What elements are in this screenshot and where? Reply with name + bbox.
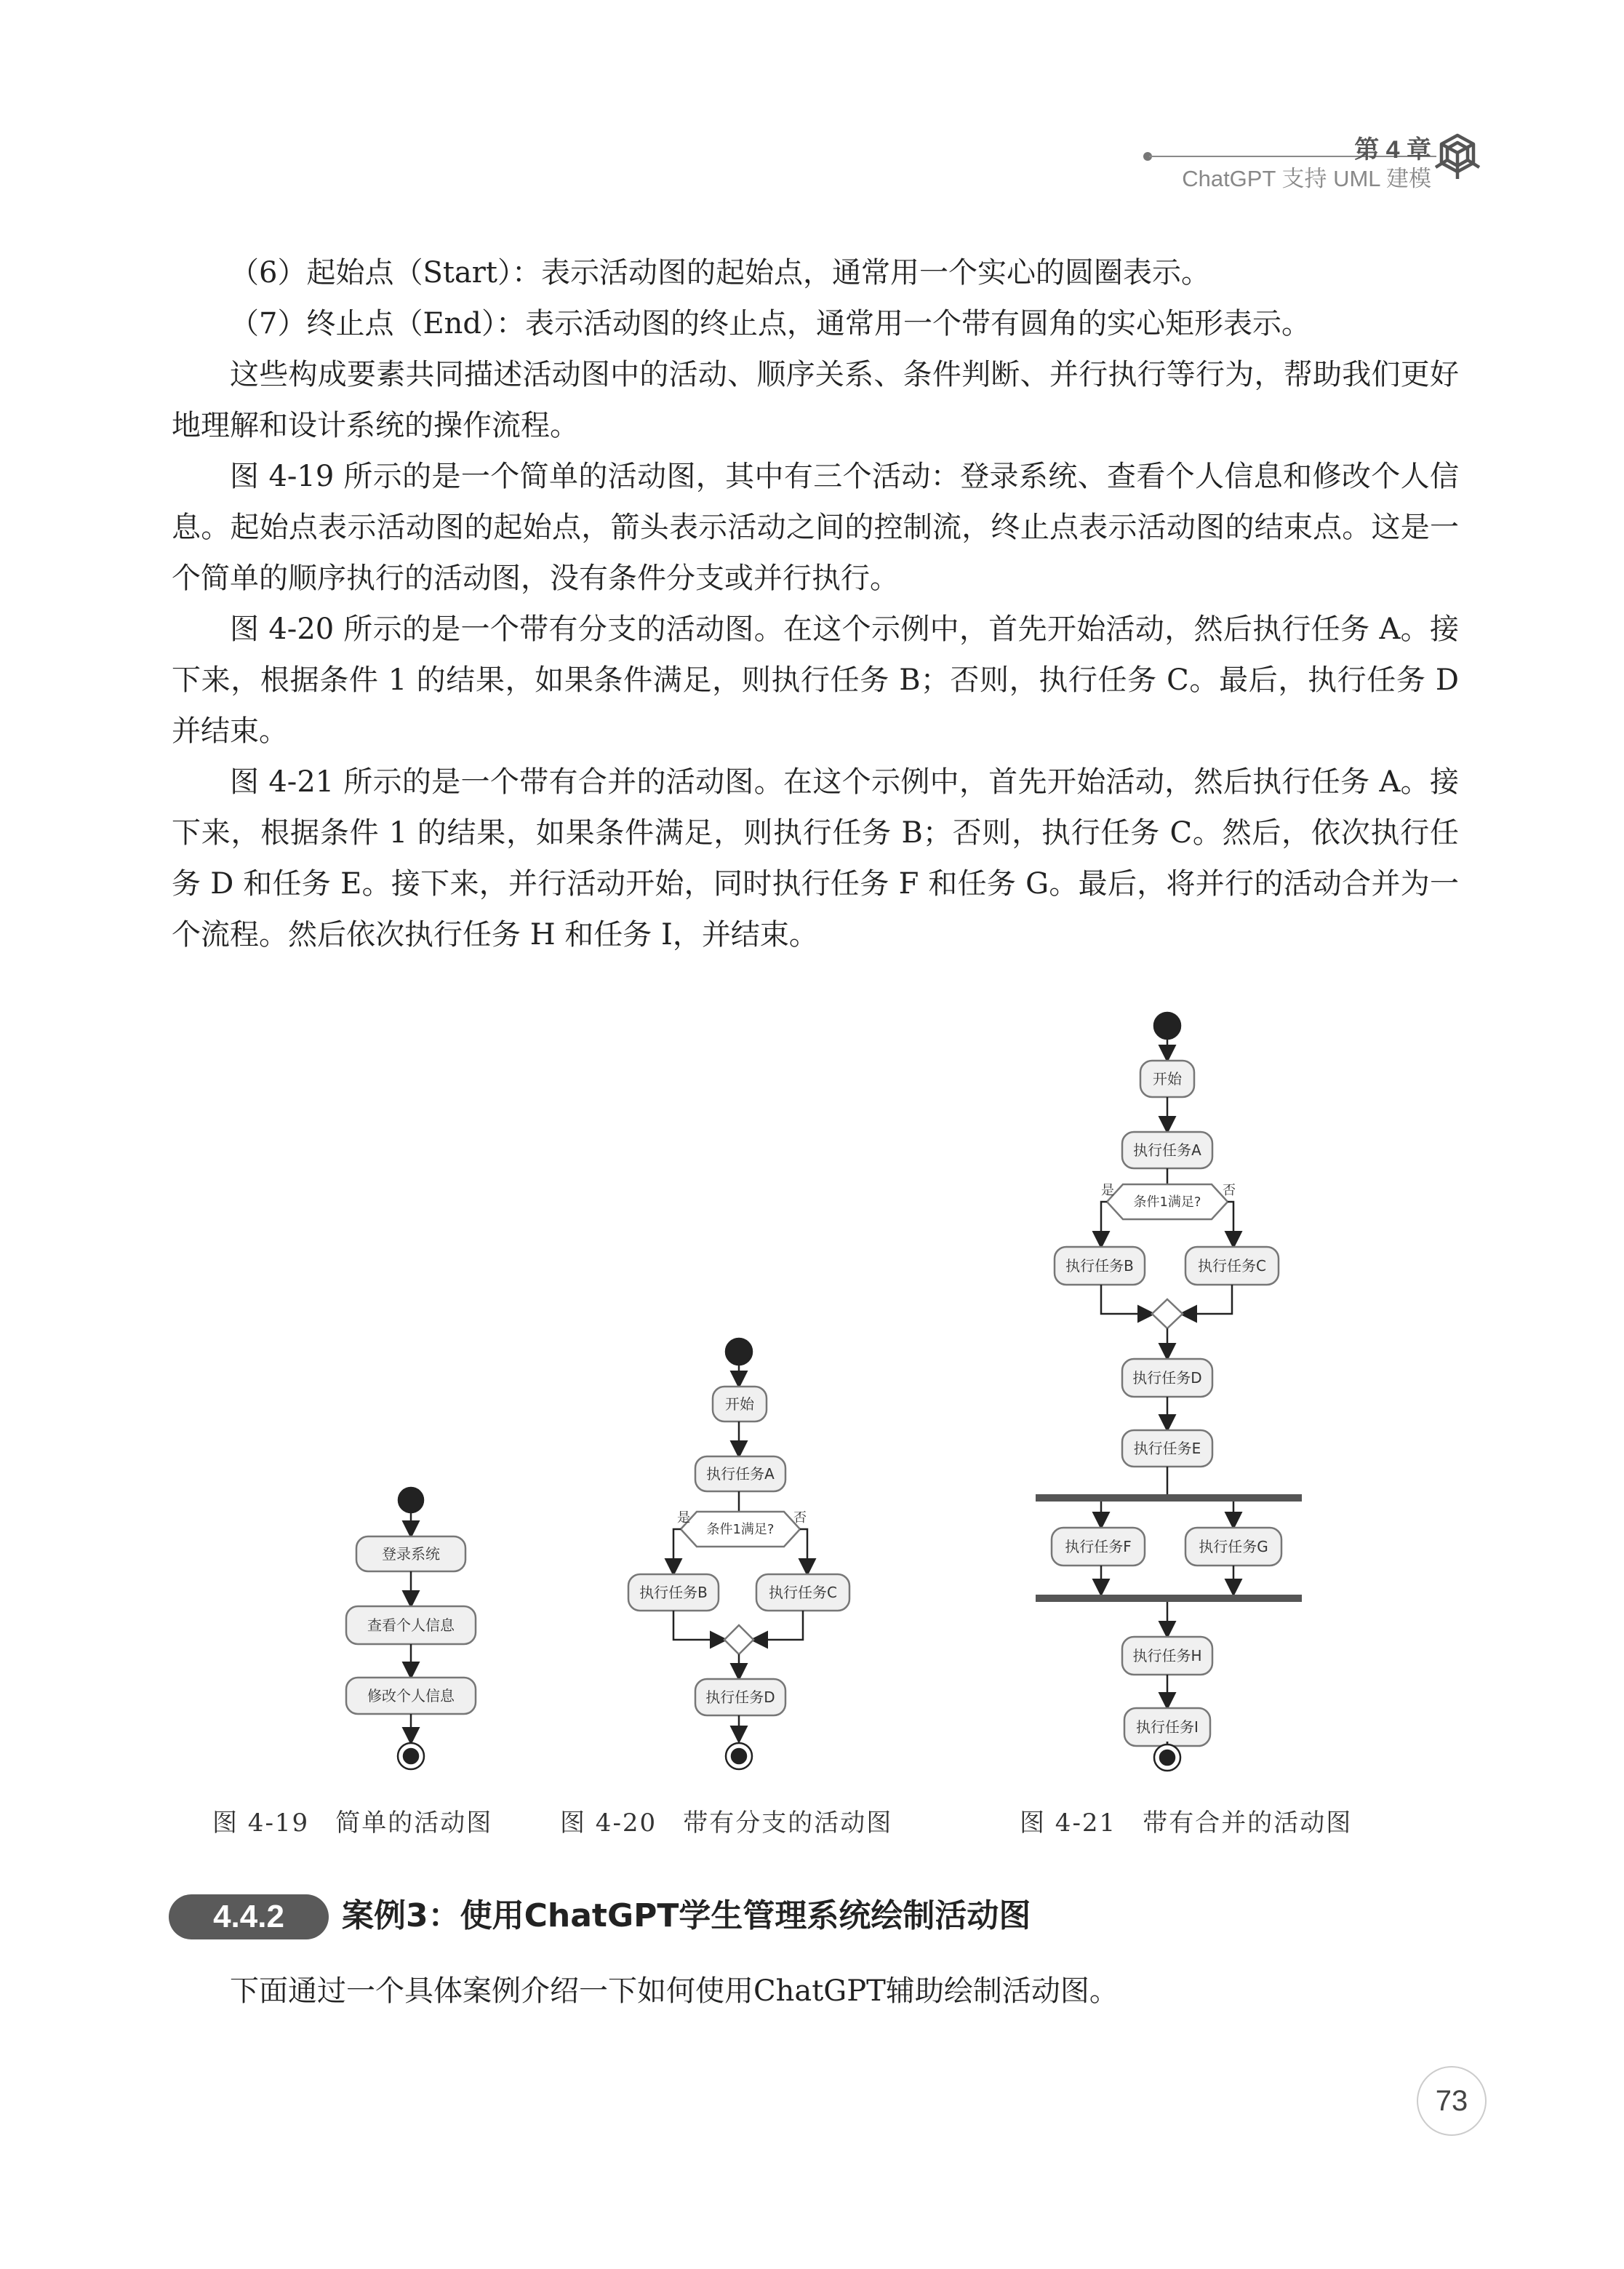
paragraph-fig20: 图 4-20 所示的是一个带有分支的活动图。在这个示例中，首先开始活动，然后执行任务 A。接下来，根据条件 1 的结果，如果条件满足，则执行任务 B；否则，执行任务 C。最后，执行任务 D 并结束。 <box>172 613 1459 748</box>
label-yes: 是 <box>677 1510 690 1526</box>
label-task-i: 执行任务I <box>1136 1718 1199 1736</box>
label-condition: 条件1满足? <box>1133 1195 1201 1210</box>
label-task-b: 执行任务B <box>1065 1257 1134 1275</box>
chapter-subtitle: ChatGPT 支持 UML 建模 <box>1182 166 1431 191</box>
merge-node <box>1152 1299 1183 1328</box>
label-task-b: 执行任务B <box>639 1584 708 1601</box>
section-title: 案例3：使用ChatGPT学生管理系统绘制活动图 <box>342 1897 1031 1934</box>
label-task-h: 执行任务H <box>1132 1647 1202 1664</box>
label-no: 否 <box>1223 1183 1236 1198</box>
label-start: 开始 <box>725 1395 754 1413</box>
start-node <box>726 1339 752 1365</box>
openai-knot-icon <box>1431 131 1484 183</box>
fork-bar <box>1036 1494 1302 1502</box>
label-task-e: 执行任务E <box>1133 1440 1201 1457</box>
paragraph-fig19: 图 4-19 所示的是一个简单的活动图，其中有三个活动：登录系统、查看个人信息和修改个人信息。起始点表示活动图的起始点，箭头表示活动之间的控制流，终止点表示活动图的结束点。这是一个简单的顺序执行的活动图，没有条件分支或并行执行。 <box>172 460 1459 595</box>
body-text <box>172 247 1459 960</box>
chapter-label: 第 4 章 <box>1354 136 1431 164</box>
figures-area <box>0 975 1624 1862</box>
label-login: 登录系统 <box>382 1545 440 1563</box>
label-task-g: 执行任务G <box>1199 1538 1268 1555</box>
label-task-a: 执行任务A <box>706 1465 775 1483</box>
label-task-c: 执行任务C <box>769 1584 837 1601</box>
label-start: 开始 <box>1153 1070 1182 1088</box>
label-no: 否 <box>793 1510 807 1526</box>
page-number: 73 <box>1417 2066 1487 2136</box>
label-task-d: 执行任务D <box>1132 1369 1202 1387</box>
activity-diagrams <box>0 975 1624 1862</box>
start-node <box>1154 1013 1180 1039</box>
join-bar <box>1036 1595 1302 1602</box>
paragraph-end-point: （7）终止点（End）：表示活动图的终止点，通常用一个带有圆角的实心矩形表示。 <box>230 307 1311 340</box>
label-edit-info: 修改个人信息 <box>367 1687 455 1704</box>
label-task-a: 执行任务A <box>1133 1141 1201 1159</box>
label-task-f: 执行任务F <box>1065 1538 1132 1555</box>
section-intro: 下面通过一个具体案例介绍一下如何使用ChatGPT辅助绘制活动图。 <box>230 1974 1119 2008</box>
paragraph-start-point: （6）起始点（Start）：表示活动图的起始点，通常用一个实心的圆圈表示。 <box>230 256 1210 290</box>
section-number-badge: 4.4.2 <box>169 1894 329 1939</box>
caption-fig-4-21: 图 4-21 带有合并的活动图 <box>1020 1809 1353 1838</box>
start-node <box>399 1488 423 1512</box>
label-condition: 条件1满足? <box>706 1522 775 1537</box>
label-view-info: 查看个人信息 <box>367 1616 455 1634</box>
merge-node <box>724 1625 753 1654</box>
paragraph-fig21: 图 4-21 所示的是一个带有合并的活动图。在这个示例中，首先开始活动，然后执行任务 A。接下来，根据条件 1 的结果，如果条件满足，则执行任务 B；否则，执行任务 C。然后，依次执行任务 D 和任务 E。接下来，并行活动开始，同时执行任务 F 和任务 G。最后，将并行的活动合并为一个流程。然后依次执行任务 H 和任务 I，并结束。 <box>172 765 1459 952</box>
caption-fig-4-19: 图 4-19 简单的活动图 <box>212 1809 493 1838</box>
label-task-c: 执行任务C <box>1198 1257 1266 1275</box>
caption-fig-4-20: 图 4-20 带有分支的活动图 <box>560 1809 893 1838</box>
paragraph-summary: 这些构成要素共同描述活动图中的活动、顺序关系、条件判断、并行执行等行为，帮助我们更好地理解和设计系统的操作流程。 <box>172 358 1459 442</box>
label-task-d: 执行任务D <box>705 1688 775 1706</box>
label-yes: 是 <box>1101 1183 1114 1198</box>
